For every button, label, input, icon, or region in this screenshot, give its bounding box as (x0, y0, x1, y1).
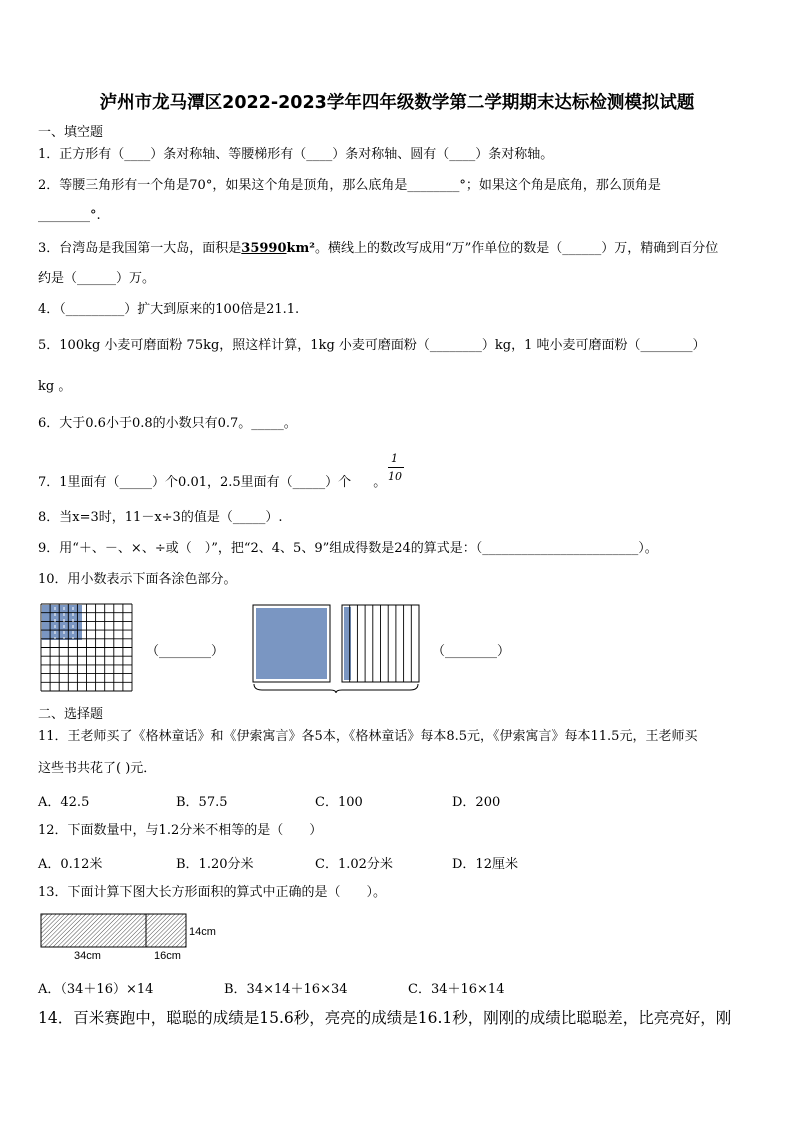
question-number: 9． (38, 541, 60, 556)
question-2-line2: ________°. (38, 208, 101, 223)
shaded-square (256, 608, 327, 679)
question-number: 7． (38, 475, 60, 490)
q11-option-d[interactable]: D．200 (452, 795, 501, 810)
question-number: 8． (38, 510, 60, 525)
question-14 (38, 1009, 758, 1027)
question-number: 11． (38, 729, 68, 744)
question-text: 下面数量中，与1.2分米不相等的是（ ） (67, 823, 323, 838)
question-3-line2: 约是（______）万。 (38, 271, 156, 286)
question-10 (38, 571, 758, 589)
question-11-line2: 这些书共花了( )元． (38, 761, 157, 776)
area-unit: km² (286, 241, 315, 256)
brace (254, 684, 418, 693)
question-text: 等腰三角形有一个角是70°，如果这个角是顶角，那么底角是________°；如果这个角是底角，那么顶角是 (59, 178, 661, 193)
question-13 (38, 884, 758, 902)
question-text: 正方形有（____）条对称轴、等腰梯形有（____）条对称轴、圆有（____）条对称轴。 (59, 147, 554, 162)
question-text: 百米赛跑中，聪聪的成绩是15.6秒，亮亮的成绩是16.1秒，刚刚的成绩比聪聪差，比亮亮好，刚 (73, 1009, 732, 1027)
question-text: 100kg 小麦可磨面粉 75kg，照这样计算，1kg 小麦可磨面粉（________）kg，1 吨小麦可磨面粉（________） (59, 338, 706, 353)
width1-label: 34cm (74, 950, 101, 962)
question-text: 王老师买了《格林童话》和《伊索寓言》各5本，《格林童话》每本8.5元，《伊索寓言》每本11.5元，王老师买 (67, 729, 698, 744)
page-title: 泸州市龙马潭区2022-2023学年四年级数学第二学期期末达标检测模拟试题 (99, 93, 695, 113)
question-text: 用“＋、－、×、÷或（ ）”，把“2、4、5、9”组成得数是24的算式是：（________________________）。 (59, 541, 658, 556)
question-11 (38, 728, 758, 746)
q12-option-a[interactable]: A．0.12米 (38, 857, 103, 872)
grid-figure (40, 603, 133, 692)
question-number: 3． (38, 241, 60, 256)
question-number: 6． (38, 416, 60, 431)
q11-option-b[interactable]: B．57.5 (176, 795, 228, 810)
q13-option-c[interactable]: C．34＋16×14 (408, 982, 505, 997)
question-text: 台湾岛是我国第一大岛，面积是 (59, 241, 242, 256)
question-number: 13． (38, 885, 68, 900)
answer-blank-1[interactable]: （________） (146, 644, 225, 659)
question-9 (38, 540, 758, 558)
question-2 (38, 177, 758, 195)
question-text: 当x=3时，11－x÷3的值是（_____）. (59, 510, 283, 525)
question-text-cont: 。横线上的数改写成用“万”作单位的数是（______）万，精确到百分位 (315, 241, 719, 256)
q13-option-b[interactable]: B．34×14＋16×34 (224, 982, 348, 997)
section-choice-heading: 二、选择题 (38, 707, 104, 722)
question-text: 下面计算下图大长方形面积的算式中正确的是（ ）。 (67, 885, 387, 900)
question-text: 大于0.6小于0.8的小数只有0.7。_____。 (59, 416, 297, 431)
question-text: 用小数表示下面各涂色部分。 (67, 572, 237, 587)
question-number: 2． (38, 178, 60, 193)
rectangle-figure (40, 913, 188, 949)
answer-blank-2[interactable]: （________） (432, 644, 511, 659)
question-number: 5． (38, 338, 60, 353)
question-number: 4． (38, 302, 60, 317)
question-12 (38, 822, 758, 840)
question-5 (38, 337, 758, 355)
question-4 (38, 301, 758, 319)
q11-option-c[interactable]: C．100 (315, 795, 363, 810)
question-6 (38, 415, 758, 433)
question-5-line2: kg 。 (38, 379, 72, 394)
question-number: 14． (38, 1009, 74, 1027)
q12-option-d[interactable]: D．12厘米 (452, 857, 518, 872)
question-8 (38, 509, 758, 527)
shaded-region (42, 605, 82, 640)
fraction-bar (388, 467, 404, 468)
question-1 (38, 146, 758, 164)
q12-option-c[interactable]: C．1.02分米 (315, 857, 393, 872)
height-label: 14cm (189, 926, 216, 938)
q13-option-a[interactable]: A．（34＋16）×14 (38, 982, 154, 997)
section-fill-heading: 一、填空题 (38, 125, 104, 140)
question-text: （_________）扩大到原来的100倍是21.1. (59, 302, 300, 317)
question-text: 1里面有（_____）个0.01，2.5里面有（_____）个 (59, 475, 352, 490)
fraction-numerator: 1 (391, 452, 398, 465)
question-number: 1． (38, 147, 60, 162)
question-number: 10． (38, 572, 68, 587)
area-value: 35990 (241, 241, 287, 256)
q12-option-b[interactable]: B．1.20分米 (176, 857, 254, 872)
q11-option-a[interactable]: A．42.5 (38, 795, 90, 810)
width2-label: 16cm (154, 950, 181, 962)
question-3 (38, 240, 758, 258)
fraction-denominator: 10 (388, 470, 402, 483)
question-tail: 。 (373, 475, 387, 490)
decimal-figure (252, 604, 422, 694)
question-number: 12． (38, 823, 68, 838)
big-rectangle (41, 914, 186, 947)
